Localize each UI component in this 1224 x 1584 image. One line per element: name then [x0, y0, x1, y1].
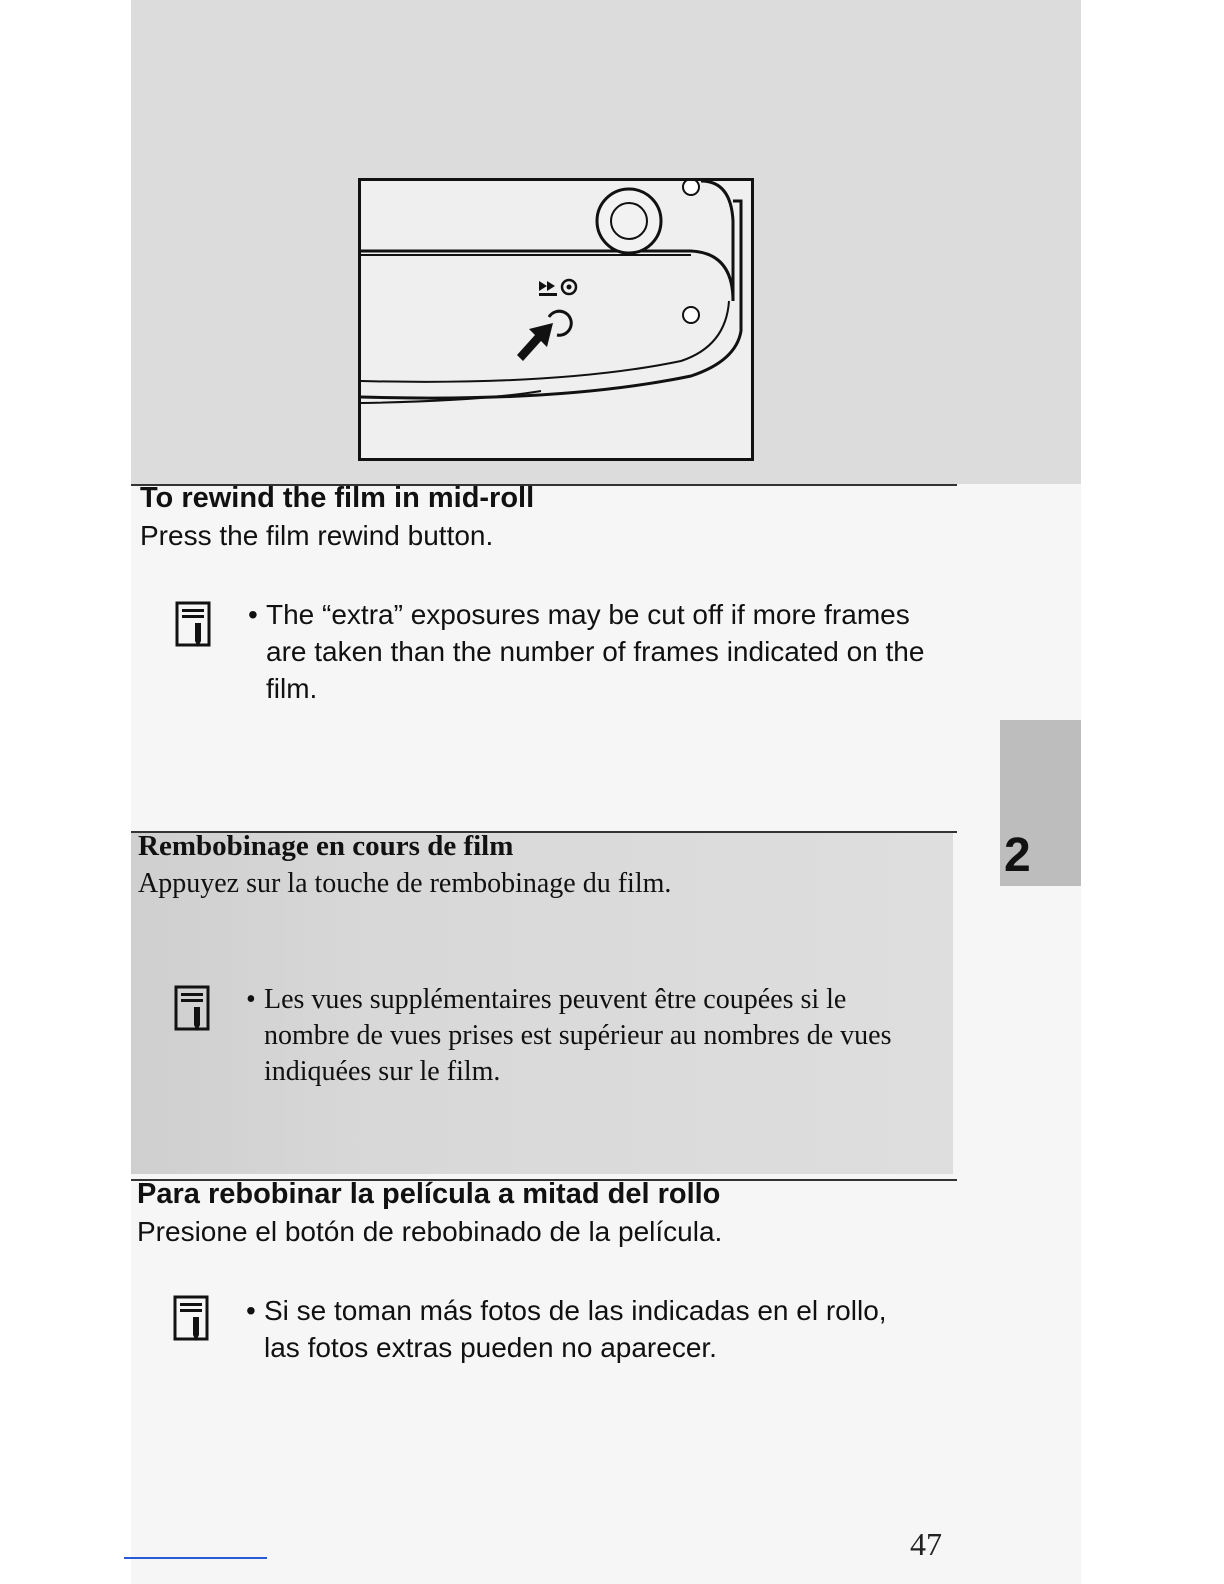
- memo-note-icon: [173, 1295, 209, 1345]
- memo-note-icon: [175, 601, 211, 651]
- bullet: •: [246, 1295, 256, 1326]
- memo-note-icon: [174, 985, 210, 1035]
- french-instruction: Appuyez sur la touche de rembobinage du film.: [138, 868, 672, 899]
- page-number: 47: [910, 1526, 942, 1562]
- press-arrow-icon: [513, 301, 583, 361]
- spanish-instruction: Presione el botón de rebobinado de la película.: [137, 1216, 723, 1247]
- english-note: [248, 596, 928, 707]
- chapter-tab-number: 2: [1004, 829, 1031, 882]
- spanish-note: [246, 1292, 926, 1366]
- bullet: •: [246, 984, 256, 1015]
- rewind-symbol-icon: [537, 277, 587, 301]
- english-title: To rewind the film in mid-roll: [140, 482, 535, 514]
- link-underline: [124, 1557, 267, 1559]
- french-title: Rembobinage en cours de film: [138, 830, 514, 862]
- french-note: [246, 982, 926, 1090]
- bullet: •: [248, 599, 258, 630]
- camera-rewind-illustration: [358, 178, 754, 461]
- english-instruction: Press the film rewind button.: [140, 520, 494, 551]
- english-note-text: The “extra” exposures may be cut off if more frames are taken than the number of frames indicated on the film.: [266, 599, 925, 704]
- french-note-text: Les vues supplémentaires peuvent être coupées si le nombre de vues prises est supérieur au nombres de vues indiquées sur le film.: [264, 984, 892, 1087]
- spanish-note-text: Si se toman más fotos de las indicadas en el rollo, las fotos extras pueden no aparecer.: [264, 1295, 887, 1363]
- spanish-title: Para rebobinar la película a mitad del rollo: [137, 1178, 721, 1210]
